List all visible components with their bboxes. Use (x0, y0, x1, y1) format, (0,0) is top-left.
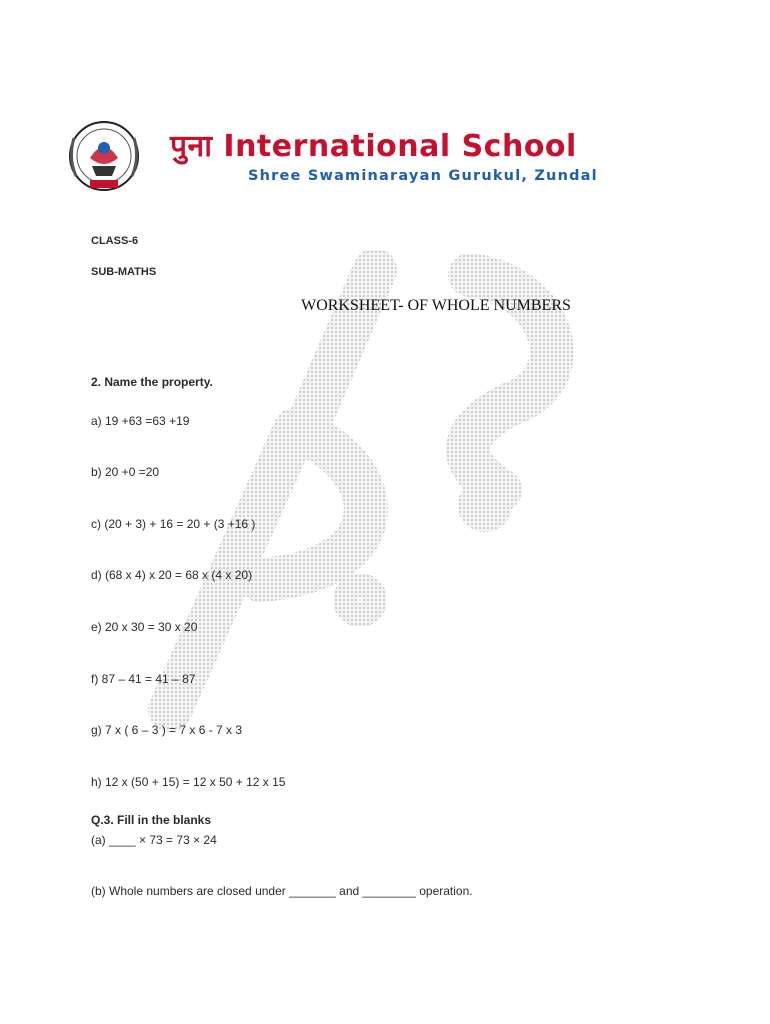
question-2-item-f: f) 87 – 41 = 41 – 87 (91, 672, 196, 686)
question-2-item-g: g) 7 x ( 6 – 3 ) = 7 x 6 - 7 x 3 (91, 723, 243, 737)
worksheet-title-text: WORKSHEET- OF WHOLE NUMBERS (301, 297, 571, 314)
school-header (62, 118, 722, 198)
question-2-item-h: h) 12 x (50 + 15) = 12 x 50 + 12 x 15 (91, 775, 286, 789)
school-name: पुना International School (170, 129, 577, 164)
pis-watermark (110, 250, 610, 770)
question-2-item-c: c) (20 + 3) + 16 = 20 + (3 +16 ) (91, 517, 256, 531)
worksheet-title (0, 297, 770, 315)
subject-label: SUB-MATHS (91, 266, 157, 278)
question-3-item-b: (b) Whole numbers are closed under _______ and ________ operation. (91, 884, 473, 898)
question-2-item-b: b) 20 +0 =20 (91, 465, 160, 479)
question-2-item-a: a) 19 +63 =63 +19 (91, 414, 190, 428)
school-subtitle: Shree Swaminarayan Gurukul, Zundal (248, 168, 598, 184)
class-label: CLASS-6 (91, 235, 139, 247)
question-2-heading: 2. Name the property. (91, 375, 213, 389)
question-3-item-a: (a) ____ × 73 = 73 × 24 (91, 833, 217, 847)
question-2-item-d: d) (68 x 4) x 20 = 68 x (4 x 20) (91, 568, 253, 582)
question-3-heading: Q.3. Fill in the blanks (91, 813, 212, 827)
question-2-item-e: e) 20 x 30 = 30 x 20 (91, 620, 198, 634)
school-crest-logo-icon (62, 118, 146, 196)
